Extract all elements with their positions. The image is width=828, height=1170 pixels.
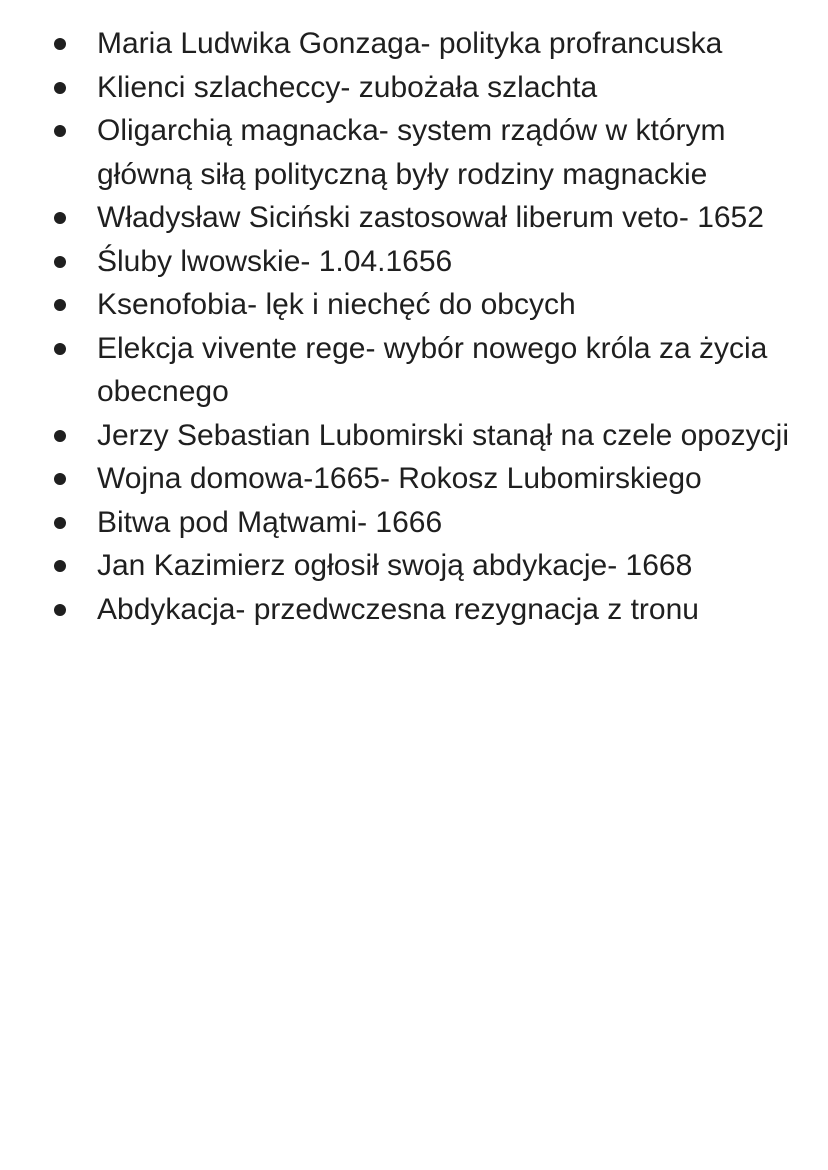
bullet-list	[52, 22, 792, 631]
bullet-icon	[54, 256, 66, 268]
list-item-text: Bitwa pod Mątwami- 1666	[97, 505, 443, 539]
list-item	[52, 66, 792, 110]
bullet-icon	[54, 517, 66, 529]
list-item	[52, 109, 792, 196]
list-item	[52, 196, 792, 240]
bullet-icon	[54, 38, 66, 50]
list-item	[52, 240, 792, 284]
bullet-icon	[54, 299, 66, 311]
list-item	[52, 327, 792, 414]
list-item	[52, 588, 792, 632]
list-item	[52, 501, 792, 545]
list-item-text: Maria Ludwika Gonzaga- polityka profrancuska	[97, 27, 723, 60]
list-item-text: Klienci szlacheccy- zubożała szlachta	[97, 70, 598, 104]
list-item	[52, 544, 792, 588]
bullet-icon	[54, 560, 66, 572]
bullet-icon	[54, 82, 66, 94]
list-item	[52, 457, 792, 501]
list-item-text: Wojna domowa-1665- Rokosz Lubomirskiego	[97, 462, 702, 495]
bullet-icon	[54, 343, 66, 355]
bullet-icon	[54, 212, 66, 224]
bullet-icon	[54, 473, 66, 485]
bullet-icon	[54, 125, 66, 137]
list-item-text: Ksenofobia- lęk i niechęć do obcych	[97, 288, 576, 321]
list-item-text: Oligarchią magnacka- system rządów w którym główną siłą polityczną były rodziny magnackie	[97, 114, 726, 191]
list-item-text: Jan Kazimierz ogłosił swoją abdykacje- 1668	[97, 549, 693, 582]
list-item	[52, 283, 792, 327]
list-item-text: Jerzy Sebastian Lubomirski stanął na czele opozycji	[97, 418, 790, 452]
list-item-text: Władysław Siciński zastosował liberum veto- 1652	[97, 201, 764, 234]
list-item	[52, 414, 792, 458]
list-item	[52, 22, 792, 66]
list-item-text: Śluby lwowskie- 1.04.1656	[97, 244, 453, 278]
bullet-icon	[54, 604, 66, 616]
bullet-icon	[54, 430, 66, 442]
list-item-text: Abdykacja- przedwczesna rezygnacja z tronu	[97, 592, 699, 626]
list-item-text: Elekcja vivente rege- wybór nowego króla za życia obecnego	[97, 331, 768, 408]
